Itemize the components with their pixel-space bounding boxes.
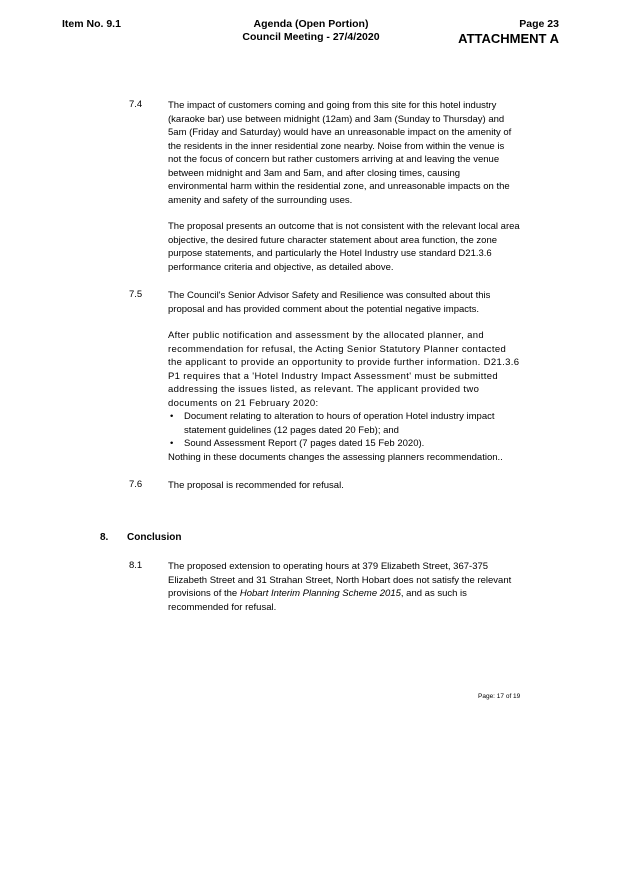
item-8-1-number: 8.1 — [129, 560, 143, 571]
item-7-6-paragraph-1: The proposal is recommended for refusal. — [168, 480, 344, 491]
list-item: • Sound Assessment Report (7 pages dated 15 Feb 2020). — [168, 437, 520, 451]
item-8-1-paragraph — [168, 560, 520, 614]
list-item: • Document relating to alteration to hours of operation Hotel industry impact statement guidelines (12 pages dated 20 Feb); and — [168, 410, 520, 437]
item-7-4-paragraph-2: The proposal presents an outcome that is not consistent with the relevant local area objective, the desired future character statement about area function, the zone purpose statements, and particularly the Hotel Industry use standard D21.3.6 performance criteria and objective, as detailed above. — [168, 221, 520, 273]
header-item-no: Item No. 9.1 — [62, 18, 121, 30]
item-8-1-body — [168, 560, 520, 614]
header-page: Page 23 — [519, 18, 559, 30]
page-number-footer: Page: 17 of 19 — [478, 693, 521, 700]
item-7-4-number: 7.4 — [129, 99, 143, 110]
item-7-5-bullet-list — [168, 410, 520, 451]
item-7-6-body — [168, 479, 520, 493]
item-8-1-text-after: , and as such is recommended for refusal. — [168, 588, 467, 613]
header-attachment: ATTACHMENT A — [458, 31, 559, 46]
item-7-4-body — [168, 99, 520, 274]
item-7-5-paragraph-1: The Council's Senior Advisor Safety and Resilience was consulted about this proposal and has provided comment about the potential negative impacts. — [168, 290, 491, 315]
item-8-1-scheme-title: Hobart Interim Planning Scheme 2015 — [239, 588, 401, 599]
item-7-5-number: 7.5 — [129, 289, 143, 300]
item-7-6-number: 7.6 — [129, 479, 143, 490]
section-8-title: Conclusion — [127, 532, 182, 543]
item-8-1-text-before: The proposed extension to operating hours at 379 Elizabeth Street, 367-375 Elizabeth Street and 31 Strahan Street, North Hobart does not satisfy the relevant provisions of the — [168, 561, 512, 599]
header-meeting: Council Meeting - 27/4/2020 — [242, 31, 380, 43]
item-7-5-paragraph-3: Nothing in these documents changes the assessing planners recommendation.. — [168, 451, 503, 463]
item-7-5-paragraph-2: After public notification and assessment by the allocated planner, and recommendation for refusal, the Acting Senior Statutory Planner contacted the applicant to provide an opportunity to provide further information. D21.3.6 P1 requires that a 'Hotel Industry Impact Assessment' must be submitted addressing the issues listed, as relevant. The applicant provided two documents on 21 February 2020: — [168, 330, 520, 409]
header-agenda: Agenda (Open Portion) — [253, 18, 369, 30]
item-7-4-paragraph-1: The impact of customers coming and going from this site for this hotel industry (karaoke bar) use between midnight (12am) and 3am (Sunday to Thursday) and 5am (Friday and Saturday) would have an unreasonable impact on the amenity of the residents in the inner residential zone nearby. Noise from within the venue is not the focus of concern but rather customers arriving at and leaving the venue between midnight and 3am and 5am, and after closing times, causing environmental harm within the residential zone, and unreasonable impacts on the amenity and safety of the surrounding uses. — [168, 100, 512, 206]
header-page-block — [458, 18, 559, 46]
item-7-5-body — [168, 289, 520, 464]
section-8-number: 8. — [100, 532, 109, 543]
